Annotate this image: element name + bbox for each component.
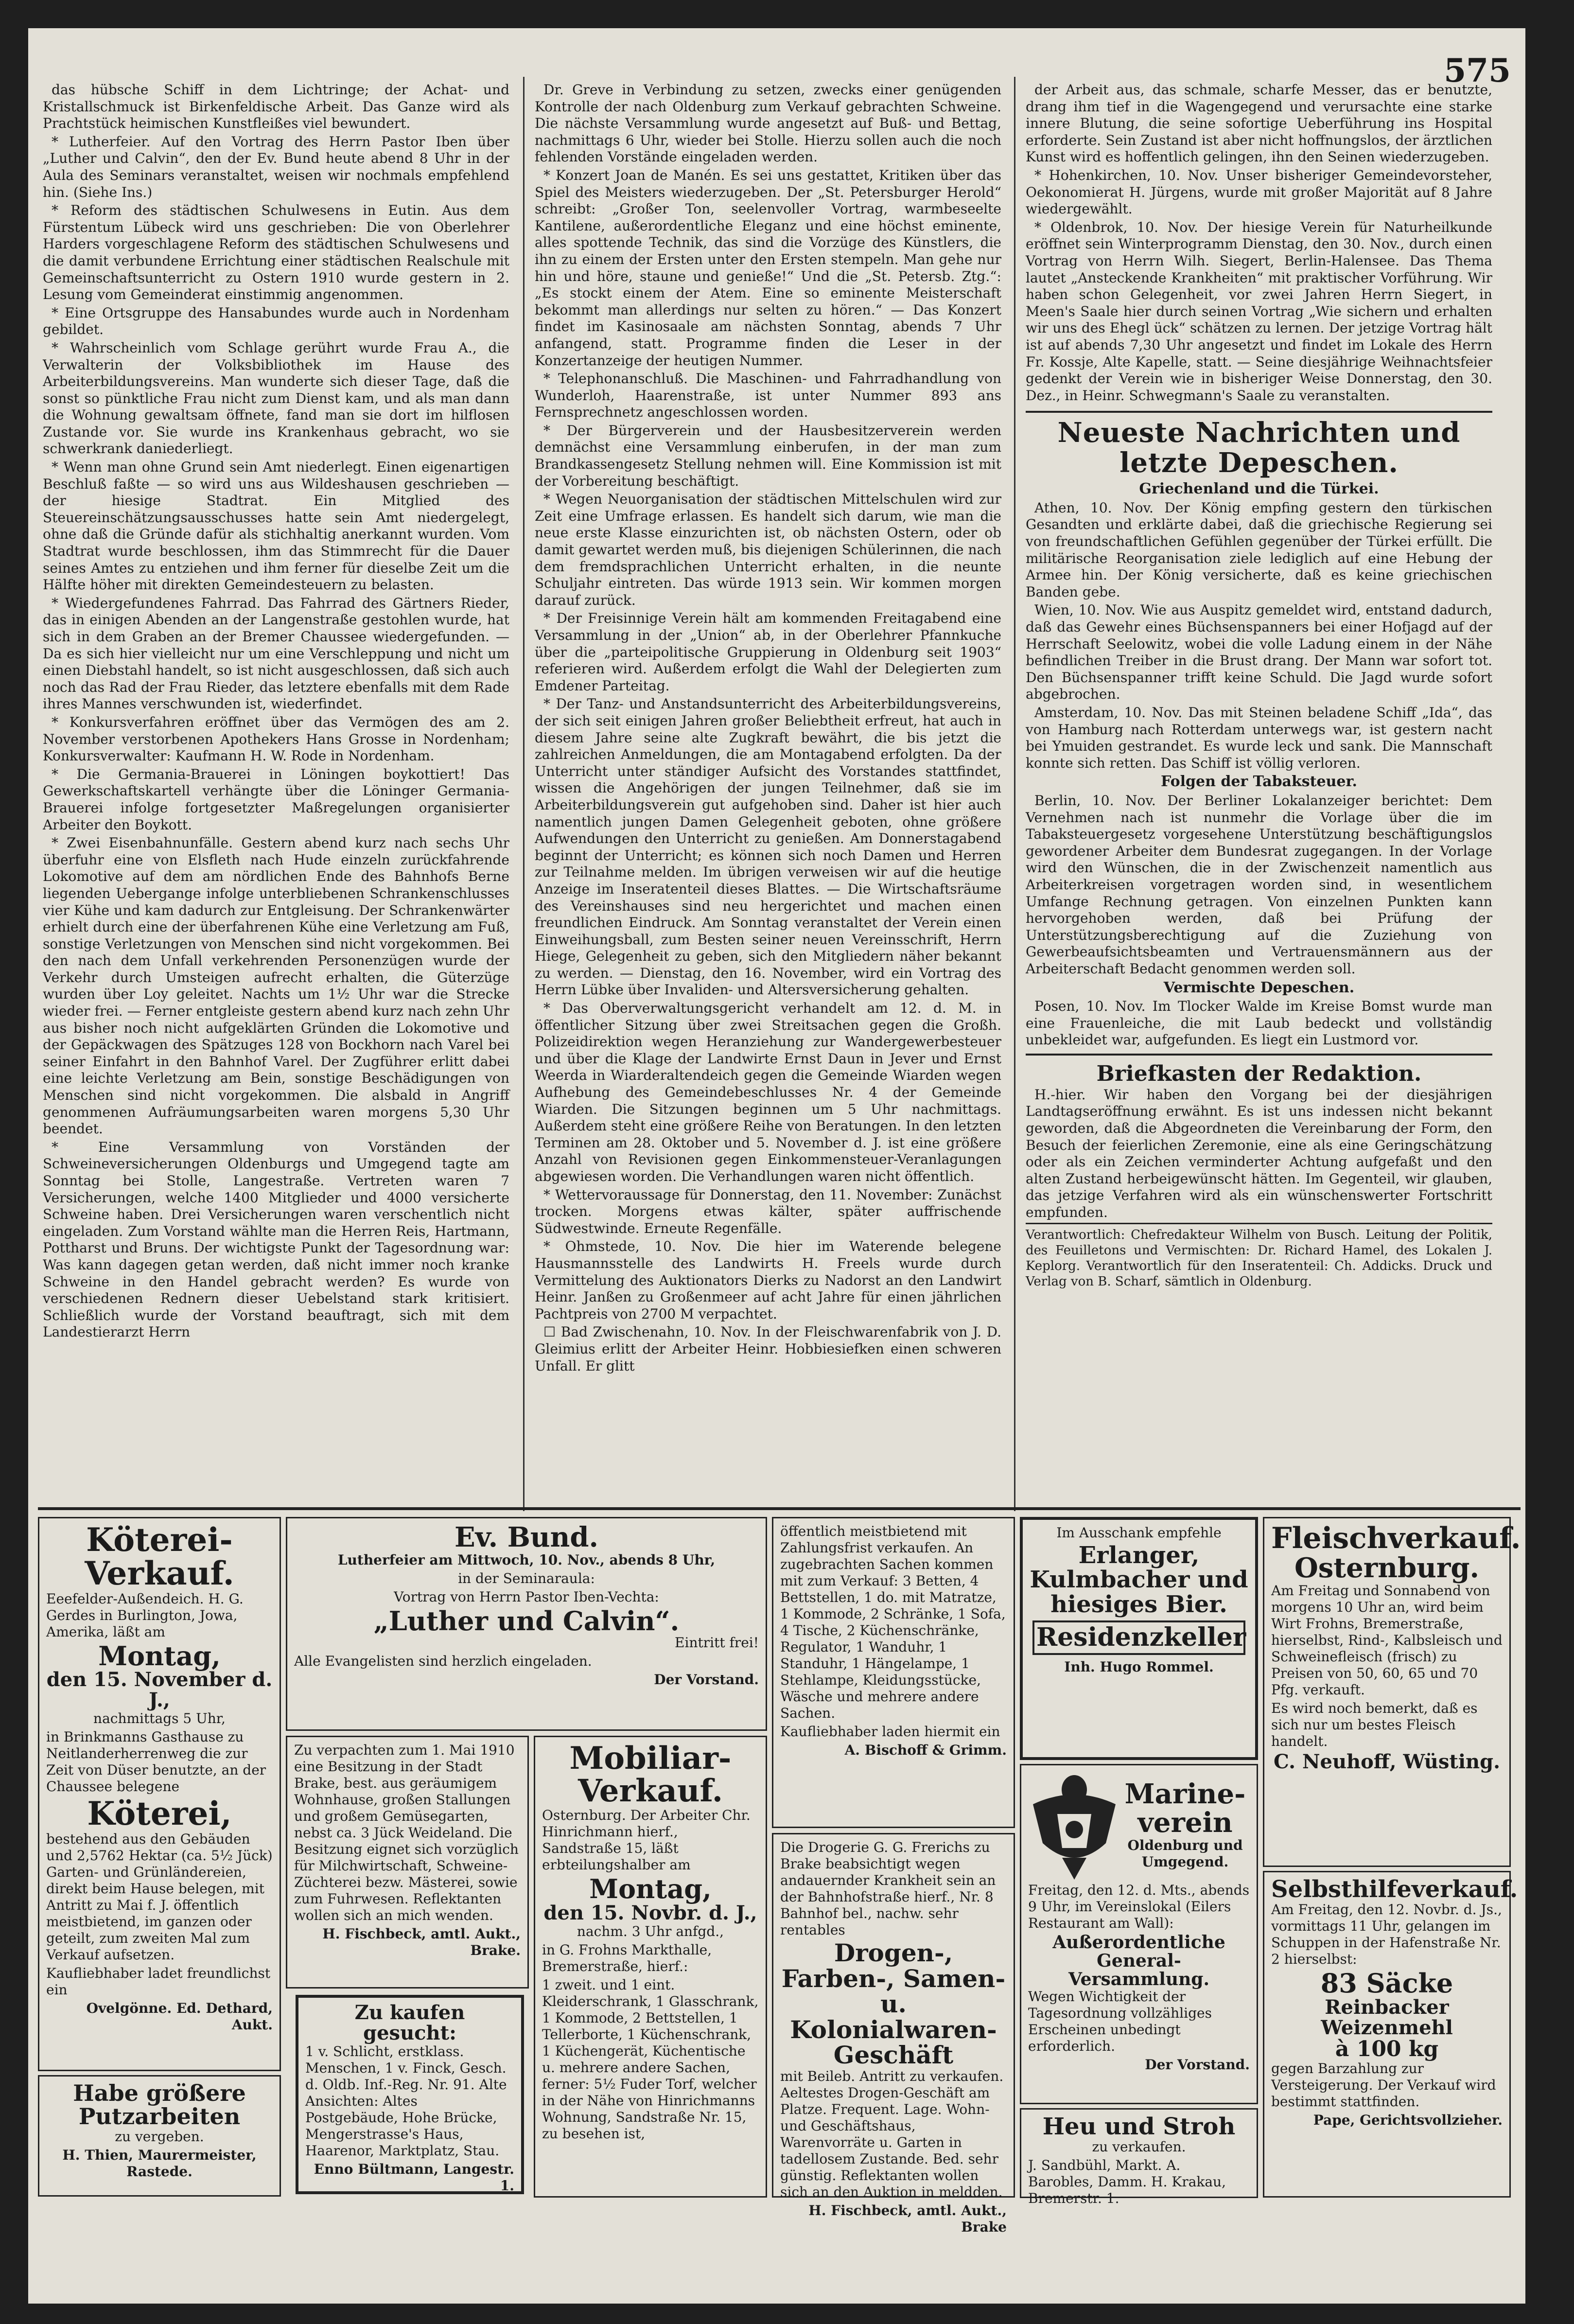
article: Posen, 10. Nov. Im Tlocker Walde im Kreise Bomst wurde man eine Frauenleiche, die mit Laub bedeckt und vollständig unbekleidet war, aufgefunden. Es liegt ein Lustmord vor.	[1026, 998, 1492, 1048]
article: * Die Germania-Brauerei in Löningen boykottiert! Das Gewerkschaftskartell verhängte über die Löninger Germania-Brauerei infolge fortgesetzter Maßregelungen organisierter Arbeiter den Boykott.	[43, 766, 509, 833]
ad-erlanger-bier	[1020, 1517, 1258, 1760]
ad-versteigerung	[772, 1517, 1015, 1828]
article: * Hohenkirchen, 10. Nov. Unser bisheriger Gemeindevorsteher, Oekonomierat H. Jürgens, wurde mit großer Majorität auf 8 Jahre wiedergewählt.	[1026, 167, 1492, 217]
ad-text: 1 v. Schlicht, erstklass. Menschen, 1 v. Finck, Gesch. d. Oldb. Inf.-Reg. Nr. 91. Alte Ansichten: Altes Postgebäude, Hohe Brücke, Mengerstrasse's Haus, Haarenor, Marktplatz, Stau.	[305, 2043, 507, 2159]
ad-heu-und-stroh	[1020, 2108, 1258, 2207]
ad-text: J. Sandbühl, Markt. A. Barobles, Damm. H. Krakau, Bremerstr. 1.	[1028, 2157, 1226, 2207]
article: * Eine Versammlung von Vorständen der Schweineversicherungen Oldenburgs und Umgegend tagte am Sonntag bei Stolle, Langestraße. Vertreten waren 7 Versicherungen, welche 1400 Mitglieder und 4000 versicherte Schweine haben. Drei Versicherungen waren verschentlich nicht eingeladen. Zum Vorstand wählte man die Herren Reis, Hartmann, Pottharst und Bruns. Der wichtigste Punkt der Tagesordnung war: Was kann dagegen getan werden, daß nicht immer noch kranke Schweine in den Handel gebracht werden? Es wurde von verschiedenen Rednern dieser Uebelstand stark kritisiert. Schließlich wurde der Vorstand beauftragt, sich mit dem Landestierarzt Herrn	[43, 1139, 509, 1340]
ad-text: mit Beileb. Antritt zu verkaufen. Aeltestes Drogen-Geschäft am Platze. Frequent. Lage. Wohn- und Geschäftshaus, Warenvorräte u. Garten in tadellosem Zustande. Bed. sehr günstig. Reflektanten wollen sich an den Auktion in meldden.	[780, 2068, 1004, 2200]
ad-text: Osternburg. Der Arbeiter Chr. Hinrichmann hierf., Sandstraße 15, läßt erbteilungshalber am	[542, 1807, 751, 1873]
ad-event: Außerordentliche General-Versammlung.	[1052, 1932, 1225, 1989]
article: * Der Freisinnige Verein hält am kommenden Freitagabend eine Versammlung in der „Union“ ab, in der Oberlehrer Pfannkuche über die „parteipolitische Gruppierung in Oldenburg seit 1903“ referieren wird. Außerdem erfolgt die Wahl der Delegierten zum Emdener Parteitag.	[535, 610, 1001, 694]
article: Berlin, 10. Nov. Der Berliner Lokalanzeiger berichtet: Dem Vernehmen nach ist nunmehr die Vorlage über die im Tabaksteuergesetz vorgesehene Unterstützung beschäftigungslos gewordener Arbeiter dem Bundesrat zugegangen. In der Vorlage wird den Wünschen, die in der Zwischenzeit namentlich aus Arbeiterkreisen vorgetragen worden sind, in wesentlichem Umfange Rechnung getragen. Von einzelnen Punkten kann hervorgehoben werden, daß bei Prüfung der Unterstützungsberechtigung auf die Zuziehung von Gewerbeaufsichtsbeamten und Vertrauensmännern aus der Arbeiterschaft Bedacht genommen werden soll.	[1026, 792, 1492, 977]
column-divider	[1014, 77, 1015, 1511]
ad-signature: H. Thien, Maurermeister, Rastede.	[62, 2147, 257, 2180]
article: * Ohmstede, 10. Nov. Die hier im Waterende belegene Hausmannsstelle des Landwirts H. Freels wurde durch Vermittelung des Auktionators Dierks zu Nadorst an den Landwirt Heinr. Janßen zu Großenmeer auf acht Jahre für einen jährlichen Pachtpreis von 2700 M verpachtet.	[535, 1238, 1001, 1322]
article: * Telephonanschluß. Die Maschinen- und Fahrradhandlung von Wunderloh, Haarenstraße, ist unter Nummer 893 ans Fernsprechnetz angeschlossen worden.	[535, 370, 1001, 421]
ad-text: Am Freitag und Sonnabend von morgens 10 Uhr an, wird beim Wirt Frohns, Bremerstraße, hierselbst, Rind-, Kalbsleisch und Schweinefleisch (frisch) zu Preisen von 50, 60, 65 und 70 Pfg. verkauft.	[1271, 1582, 1503, 1698]
ad-place: Osternburg.	[1294, 1552, 1480, 1584]
ad-subtitle: Köterei,	[87, 1795, 232, 1833]
article: Amsterdam, 10. Nov. Das mit Steinen beladene Schiff „Ida“, das von Hamburg nach Rotterdam unterwegs war, ist gestern nacht bei Ymuiden gestrandet. Es wurde leck und sank. Die Mannschaft konnte sich retten. Das Schiff ist völlig verloren.	[1026, 704, 1492, 771]
ad-title: Heu und Stroh	[1042, 2113, 1236, 2140]
ad-text: gegen Barzahlung zur Versteigerung. Der Verkauf wird bestimmt stattfinden.	[1271, 2060, 1496, 2110]
ad-putzarbeiten	[38, 2075, 281, 2197]
ad-text: Es wird noch bemerkt, daß es sich nur um bestes Fleisch handelt.	[1271, 1700, 1478, 1749]
article: * Der Tanz- und Anstandsunterricht des Arbeiterbildungsvereins, der sich seit einigen Jahren großer Beliebtheit erfreut, hat auch in diesem Jahre seine alte Zugkraft bewährt, die bis jetzt die zahlreichen Anmeldungen, die am Montagabend erfolgten. Da der Unterricht unter ständiger Aufsicht des Vorstandes stattfindet, wissen die Angehörigen der jungen Teilnehmer, daß sie im Arbeiterbildungsverein gut aufgehoben sind. Daher ist hier auch namentlich jungen Damen Gelegenheit geboten, ohne größere Aufwendungen den Unterricht zu genießen. Am Donnerstagabend beginnt der Unterricht; es können sich noch Damen und Herren zur Teilnahme melden. Im übrigen verweisen wir auf die heutige Anzeige im Inseratenteil dieses Blattes. — Die Wirtschaftsräume des Vereinshauses sind neu hergerichtet und machen einen freundlichen Eindruck. Am Sonntag veranstaltet der Verein einen Einweihungsball, zum Besten seiner neuen Vereinsschrift, Herrn Hiege, Gelegenheit zu geben, sich den Mitgliedern näher bekannt zu werden. — Dienstag, den 16. November, wird ein Vortrag des Herrn Lübke über Invaliden- und Altersversicherung gehalten.	[535, 696, 1001, 998]
ad-title: Ev. Bund.	[455, 1521, 598, 1553]
article: * Lutherfeier. Auf den Vortrag des Herrn Pastor Iben über „Luther und Calvin“, den der Ev. Bund heute abend 8 Uhr in der Aula des Seminars veranstaltet, weisen wir nochmals empfehlend hin. (Siehe Ins.)	[43, 133, 509, 200]
article: * Eine Ortsgruppe des Hansabundes wurde auch in Nordenham gebildet.	[43, 304, 509, 338]
ad-signature: Ovelgönne. Ed. Dethard, Aukt.	[86, 2000, 273, 2033]
ad-signature: Enno Bültmann, Langestr. 1.	[314, 2161, 514, 2194]
ad-text: bestehend aus den Gebäuden und 2,5762 Hektar (ca. 5½ Jück) Garten- und Grünländereien, direkt beim Hause belegen, mit Antritt zu Mai f. J. öffentlich meistbietend, im ganzen oder geteilt, zum zweiten Mal zum Verkauf aufsetzen.	[46, 1831, 273, 1963]
ad-talk-title: „Luther und Calvin“.	[373, 1605, 680, 1637]
article: das hübsche Schiff in dem Lichtringe; der Achat- und Kristallschmuck ist Birkenfeldische Arbeit. Das Ganze wird als Prachtstück heimischen Kunstfleißes viel bewundert.	[43, 82, 509, 132]
ad-text: zu vergeben.	[115, 2128, 204, 2145]
ad-title: Zu kaufen gesucht:	[354, 2001, 465, 2044]
article: * Oldenbrok, 10. Nov. Der hiesige Verein für Naturheilkunde eröffnet sein Winterprogramm Dienstag, den 30. Nov., durch einen Vortrag von Herrn Wilh. Siegert, Berlin-Halensee. Das Thema lautet „Ansteckende Krankheiten“ mit praktischer Vorführung. Wir haben schon Gelegenheit, vor zwei Jahren Herrn Siegert, in Meen's Saale hier durch seinen Vortrag „Wie sichern und erhalten wir uns des Ehegl ück“ schätzen zu lernen. Der jetzige Vortrag hält ist auf abends 7,30 Uhr angesetzt und findet im Lokale des Herrn Fr. Kossje, Alte Kapelle, statt. — Seine diesjährige Weihnachtsfeier gedenkt der Verein wie in bisheriger Weise Donnerstag, den 30. Dez., in Heinr. Schwegmann's Saale zu veranstalten.	[1026, 219, 1492, 404]
section-heading: Folgen der Tabaksteuer.	[1160, 773, 1358, 791]
ad-text: Eeefelder-Außendeich. H. G. Gerdes in Burlington, Jowa, Amerika, läßt am	[46, 1590, 244, 1640]
ad-title: Drogen-, Farben-, Samen- u. Kolonialwaren-Geschäft	[781, 1938, 1006, 2069]
article: * Wegen Neuorganisation der städtischen Mittelschulen wird zur Zeit eine Umfrage erlassen. Es handelt sich darum, wie man die neue erste Klasse einzurichten ist, ob nächsten Ostern, oder ob damit gewartet werden muß, bis diejenigen Schülerinnen, die nach dem fremdsprachlichen Unterricht erhalten, in die neunte Schuljahr eintreten. Das würde 1913 sein. Wir kommen morgen darauf zurück.	[535, 491, 1001, 608]
ad-day: Montag,	[98, 1640, 221, 1672]
column-divider	[523, 77, 525, 1511]
ad-price: à 100 kg	[1335, 2037, 1439, 2062]
ad-drogen-geschaeft	[772, 1833, 1015, 2235]
column-local-news-2	[535, 82, 1001, 1506]
ad-business-name: Residenzkeller	[1032, 1620, 1245, 1655]
article: * Reform des städtischen Schulwesens in Eutin. Aus dem Fürstentum Lübeck wird uns geschrieben: Die von Oberlehrer Harders vorgeschlagene Reform des städtischen Schulwesens und die damit verbundene Errichtung einer städtischen Realschule mit Gemeinschaftsunterricht zu Ostern 1910 wurde gestern in 2. Lesung vom Gemeinderat einstimmig angenommen.	[43, 202, 509, 303]
ad-text: 1 zweit. und 1 eint. Kleiderschrank, 1 Glasschrank, 1 Kommode, 2 Bettstellen, 1 Tellerborte, 1 Küchenschrank, 1 Küchengerät, Küchentische u. mehrere andere Sachen, ferner: 5½ Fuder Torf, welcher in der Nähe von Hinrichmanns Wohnung, Sandstraße Nr. 15, zu besehen ist,	[542, 1977, 759, 2142]
section-heading: Griechenland und die Türkei.	[1139, 480, 1379, 498]
ad-subtitle: Oldenburg und Umgegend.	[1127, 1837, 1243, 1870]
ad-time: nachm. 3 Uhr anfgd.,	[577, 1923, 724, 1940]
newspaper-page	[28, 28, 1525, 2304]
ad-text: Im Ausschank empfehle	[1056, 1525, 1222, 1541]
latest-news-headline: Neueste Nachrichten und letzte Depeschen.	[1026, 411, 1492, 478]
eagle-emblem-icon	[1028, 1770, 1120, 1882]
ad-text: Zu verpachten zum 1. Mai 1910 eine Besitzung in der Stadt Brake, best. aus geräumigem Wohnhause, großen Stallungen und großem Gemüsegarten, nebst ca. 3 Jück Weideland. Die Besitzung eignet sich vorzüglich für Milchwirtschaft, Schweine-Züchterei bezw. Mästerei, sowie zum Fuhrwesen. Reflektanten wollen sich an mich wenden.	[294, 1742, 519, 1923]
ad-text: Eintritt frei!	[675, 1635, 759, 1651]
ad-quantity: 83 Säcke	[1320, 1968, 1453, 1999]
ad-text: Am Freitag, den 12. Novbr. d. Js., vormittags 11 Uhr, gelangen im Schuppen in der Hafenstraße Nr. 2 hierselbst:	[1271, 1901, 1502, 1968]
ad-title: Selbsthilfeverkauf.	[1271, 1876, 1518, 1903]
ad-signature: H. Fischbeck, amtl. Aukt., Brake	[808, 2202, 1007, 2235]
column-local-news	[43, 82, 509, 1506]
ad-zu-kaufen-gesucht	[296, 1995, 524, 2194]
ad-product: Reinbacker Weizenmehl	[1321, 1996, 1453, 2040]
article: * Wahrscheinlich vom Schlage gerührt wurde Frau A., die Verwalterin der Volksbibliothek im Hause des Arbeiterbildungsvereins. Man wunderte sich dieser Tage, daß die sonst so pünktliche Frau nicht zum Dienst kam, und als man dann die Wohnung gewaltsam öffnete, fand man sie dort im hilflosen Zustande vor. Sie wurde ins Krankenhaus gebracht, wo sie schwerkrank daniederliegt.	[43, 339, 509, 457]
ad-text: Freitag, den 12. d. Mts., abends 9 Uhr, im Vereinslokal (Eilers Restaurant am Wall):	[1028, 1882, 1250, 1931]
ad-verpachten	[286, 1736, 529, 1989]
letterbox-headline: Briefkasten der Redaktion.	[1026, 1054, 1492, 1087]
ad-signature: H. Fischbeck, amtl. Aukt., Brake.	[322, 1926, 521, 1958]
article: * Der Bürgerverein und der Hausbesitzerverein werden demnächst eine Versammlung einberufen, in der man zum Brandkassengesetz Stellung nehmen will. Eine Kommission ist mit der Vorbereitung beschäftigt.	[535, 422, 1001, 489]
ad-date: den 15. Novbr. d. J.,	[543, 1901, 757, 1925]
ad-title: Habe größere Putzarbeiten	[73, 2080, 246, 2130]
ad-text: in G. Frohns Markthalle, Bremerstraße, hierf.:	[542, 1942, 712, 1975]
ad-signature: Pape, Gerichtsvollzieher.	[1313, 2112, 1503, 2129]
page-number: 575	[1444, 52, 1511, 89]
section-heading: Vermischte Depeschen.	[1163, 979, 1355, 996]
article: * Das Oberverwaltungsgericht verhandelt am 12. d. M. in öffentlicher Sitzung über zwei Streitsachen gegen die Großh. Polizeidirektion wegen Heranziehung zur Wandergewerbesteuer und über die Klage der Landwirte Ernst Daun in Jever und Ernst Weerda in Wiarderaltendeich gegen die Gemeinde Wiarden wegen Aufhebung des Gemeindebeschlusses Nr. 4 der Gemeinde Wiarden. Die Sitzungen beginnen um 5 Uhr nachmittags. Außerdem steht eine größere Reihe von Beratungen. In den letzten Terminen am 28. Oktober und 5. November d. J. ist eine größere Anzahl von Revisionen gegen Einkommensteuer-Veranlagungen abgewiesen worden. Die Verhandlungen waren nicht öffentlich.	[535, 1000, 1001, 1184]
ad-title-block	[1120, 1780, 1250, 1872]
ad-text: Wegen Wichtigkeit der Tagesordnung vollzähliges Erscheinen unbedingt erforderlich.	[1028, 1989, 1212, 2055]
article: * Zwei Eisenbahnunfälle. Gestern abend kurz nach sechs Uhr überfuhr eine von Elsfleth nach Hude einzeln zurückfahrende Lokomotive auf dem am nördlichen Ende des Bahnhofs Berne liegenden Uebergange infolge unterbliebenen Schrankenschlusses vier Kühe und kam dadurch zur Entgleisung. Der Schrankenwärter erhielt durch eine der überfahrenen Kühe eine Verletzung am Fuß, sonstige Verletzungen von Menschen sind nicht vorgekommen. Bei den nach dem Unfall verkehrenden Personenzügen wurde der Verkehr durch Umsteigen aufrecht erhalten, die Güterzüge wurden über Loy geleitet. Nachts um 1½ Uhr war die Strecke wieder frei. — Ferner entgleiste gestern abend kurz nach zehn Uhr aus bisher noch nicht aufgeklärten Gründen die Lokomotive und der Gepäckwagen des Spätzuges 128 von Bockhorn nach Varel bei seiner Einfahrt in den Bahnhof Varel. Der Zugführer erlitt dabei eine leichte Verletzung am Bein, sonstige Beschädigungen von Menschen sind nicht vorgekommen. Die alsbald in Angriff genommenen Aufräumungsarbeiten waren morgens 5,30 Uhr beendet.	[43, 835, 509, 1137]
article: ☐ Bad Zwischenahn, 10. Nov. In der Fleischwarenfabrik von J. D. Gleimius erlitt der Arbeiter Heinr. Hobbiesiefken einen schweren Unfall. Er glitt	[535, 1324, 1001, 1374]
ad-time: nachmittags 5 Uhr,	[93, 1710, 226, 1727]
ad-header	[1028, 1770, 1250, 1882]
impressum: Verantwortlich: Chefredakteur Wilhelm von Busch. Leitung der Politik, des Feuilletons und Vermischten: Dr. Richard Hamel, des Lokalen J. Keplorg. Verantwortlich für den Inseratenteil: Ch. Addicks. Druck und Verlag von B. Scharf, sämtlich in Oldenburg.	[1026, 1223, 1492, 1289]
ad-day: Montag,	[589, 1873, 712, 1905]
column-telegrams	[1026, 82, 1492, 1506]
article: Dr. Greve in Verbindung zu setzen, zwecks einer genügenden Kontrolle der nach Oldenburg zum Verkauf gebrachten Schweine. Die nächste Versammlung wurde angesetzt auf Buß- und Bettag, nachmittags 6 Uhr, wieder bei Stolle. Hierzu sollen auch die noch fehlenden Vorstände eingeladen werden.	[535, 82, 1001, 165]
article: H.-hier. Wir haben den Vorgang bei der diesjährigen Landtagseröffnung erwähnt. Es ist uns indessen nicht bekannt geworden, daß die Abgeordneten die Vereinbarung der Form, den Besuch der feierlichen Zeremonie, eine als eine Geringschätzung oder als ein Zeichen verminderter Achtung aufgefaßt und den alten Zustand herbeigewünscht hätten. Im Gegenteil, wir glauben, das jetzige Verfahren wird als ein wünschenswerter Fortschritt empfunden.	[1026, 1086, 1492, 1221]
ad-ev-bund	[286, 1517, 767, 1731]
ad-text: zu verkaufen.	[1092, 2139, 1186, 2155]
ad-title: Marine-verein	[1124, 1778, 1246, 1839]
ad-text: öffentlich meistbietend mit Zahlungsfrist verkaufen. An zugebrachten Sachen kommen mit zum Verkauf: 3 Betten, 4 Bettstellen, 1 do. mit Matratze, 1 Kommode, 2 Schränke, 1 Sofa, 4 Tische, 2 Küchenschränke, Regulator, 1 Wanduhr, 1 Standuhr, 1 Hängelampe, 1 Stehlampe, Kleidungsstücke, Wäsche und mehrere andere Sachen.	[780, 1523, 1006, 1721]
ad-signature: Der Vorstand.	[654, 1672, 759, 1688]
ad-fleischverkauf	[1263, 1517, 1521, 1867]
ad-signature: C. Neuhoff, Wüsting.	[1273, 1750, 1501, 1773]
ad-date: den 15. November d. J.,	[46, 1668, 273, 1712]
ad-text: Kaufliebhaber ladet freundlichst ein	[46, 1965, 271, 1998]
ad-signature: A. Bischoff & Grimm.	[844, 1742, 1007, 1758]
article: * Wenn man ohne Grund sein Amt niederlegt. Einen eigenartigen Beschluß faßte — so wird uns aus Wildeshausen geschrieben — der hiesige Stadtrat. Ein Mitglied des Steuereinschätzungsausschusses hatte sein Amt niedergelegt, ohne daß die Gründe dafür als stichhaltig anerkannt wurden. Vom Stadtrat wurde beschlossen, ihm das Stimmrecht für die Dauer seines Amtes zu entziehen und ihm ferner für dieselbe Zeit um die Hälfte höher mit direkten Gemeindesteuern zu belasten.	[43, 459, 509, 593]
ad-title: Fleischverkauf.	[1271, 1521, 1521, 1555]
ad-title: Erlanger, Kulmbacher und hiesiges Bier.	[1030, 1542, 1248, 1618]
ad-text: Vortrag von Herrn Pastor Iben-Vechta:	[394, 1588, 659, 1605]
ad-title: Köterei-Verkauf.	[85, 1521, 234, 1593]
ad-marineverein	[1020, 1764, 1258, 2104]
article: Wien, 10. Nov. Wie aus Auspitz gemeldet wird, entstand dadurch, daß das Gewehr eines Büchsenspanners bei einer Hofjagd auf der Herrschaft Seelowitz, wobei die volle Ladung einem in der Nähe befindlichen Treiber in die Brust drang. Der Mann war sofort tot. Den Büchsenspanner trifft keine Schuld. Die Jagd wurde sofort abgebrochen.	[1026, 602, 1492, 703]
ad-text: Die Drogerie G. G. Frerichs zu Brake beabsichtigt wegen andauernder Krankheit sein an der Bahnhofstraße hierf., Nr. 8 Bahnhof bel., nachw. sehr rentables	[780, 1839, 996, 1938]
ad-signature: Der Vorstand.	[1145, 2057, 1250, 2073]
ad-signature: Inh. Hugo Rommel.	[1064, 1658, 1214, 1675]
ad-text: in der Seminaraula:	[458, 1570, 595, 1586]
ad-mobiliar-verkauf	[534, 1736, 767, 2198]
article: * Wettervoraussage für Donnerstag, den 11. November: Zunächst trocken. Morgens etwas kälter, später auffrischende Südwestwinde. Erneute Regenfälle.	[535, 1186, 1001, 1236]
ad-title: Mobiliar-Verkauf.	[569, 1740, 732, 1810]
article: der Arbeit aus, das schmale, scharfe Messer, das er benutzte, drang ihm tief in die Wagengegend und verursachte eine starke innere Blutung, die seine sofortige Ueberführung ins Hospital erforderte. Sein Zustand ist aber nicht hoffnungslos, der ärztlichen Kunst wird es hoffentlich gelingen, ihn den Seinen wiederzugeben.	[1026, 82, 1492, 165]
ad-text: in Brinkmanns Gasthause zu Neitlanderherrenweg die zur Zeit von Düser benutzte, an der Chaussee belegene	[46, 1729, 266, 1795]
ads-divider	[38, 1507, 1521, 1510]
article: * Konzert Joan de Manén. Es sei uns gestattet, Kritiken über das Spiel des Meisters wiederzugeben. Der „St. Petersburger Herold“ schreibt: „Großer Ton, seelenvoller Vortrag, warmbeseelte Kantilene, außerordentliche Eleganz und eine höchst eminente, alles spottende Technik, das sind die Vorzüge des Künstlers, die ihn zu einem der Ersten unter den Ersten stempeln. Man gehe nur hin und höre, staune und genieße!“ Und die „St. Petersb. Ztg.“: „Es stockt einem der Atem. Eine so eminente Meisterschaft bekommt man allerdings nur selten zu hören.“ — Das Konzert findet im Kasinosaale am nächsten Sonntag, abends 7 Uhr anfangend, statt. Programme finden die Leser in der Konzertanzeige der heutigen Nummer.	[535, 167, 1001, 369]
article: * Wiedergefundenes Fahrrad. Das Fahrrad des Gärtners Rieder, das in einigen Abenden an der Langenstraße gestohlen wurde, hat sich in dem Graben an der Bremer Chaussee wiedergefunden. — Da es sich hier vielleicht nur um eine Verschleppung und nicht um einen Diebstahl handelt, so ist nicht ausgeschlossen, daß sich auch noch das Rad der Frau Rieder, das letztere ebenfalls mit dem Rade ihres Mannes verschwunden ist, wiederfindet.	[43, 595, 509, 712]
ad-text: Kaufliebhaber laden hiermit ein	[780, 1724, 1000, 1740]
ad-text: Lutherfeier am Mittwoch, 10. Nov., abends 8 Uhr,	[337, 1551, 716, 1568]
ad-koeterei-verkauf	[38, 1517, 281, 2071]
ad-text: Alle Evangelisten sind herzlich eingeladen.	[294, 1653, 592, 1670]
article: Athen, 10. Nov. Der König empfing gestern den türkischen Gesandten und erklärte dabei, daß die griechische Regierung sei von freundschaftlichen Gefühlen gegenüber der Türkei erfüllt. Die militärische Reorganisation ziele lediglich auf eine Hebung der Armee hin. Der König versicherte, daß es keine griechischen Banden gebe.	[1026, 499, 1492, 600]
article: * Konkursverfahren eröffnet über das Vermögen des am 2. November verstorbenen Apothekers Hans Grosse in Nordenham; Konkursverwalter: Kaufmann H. W. Rode in Nordenham.	[43, 714, 509, 764]
ad-selbsthilfeverkauf	[1263, 1871, 1518, 2198]
